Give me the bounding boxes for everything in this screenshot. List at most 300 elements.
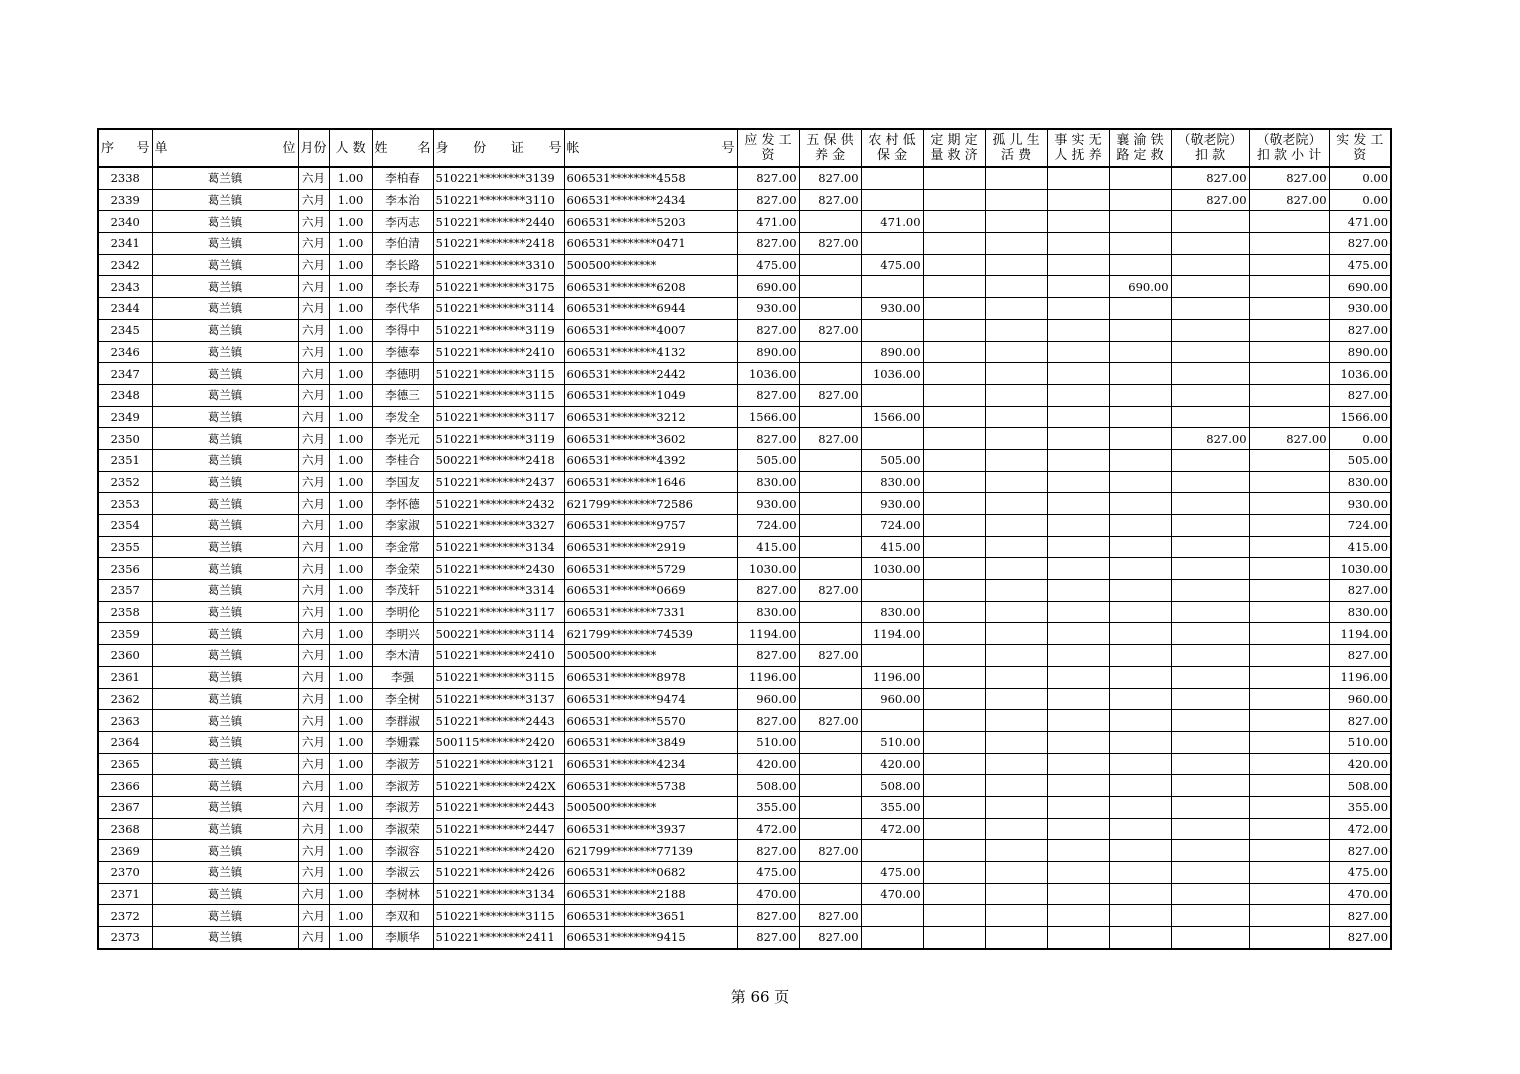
cell-jlykxj xyxy=(1249,710,1329,732)
cell-xiangyu xyxy=(1109,688,1171,710)
cell-seq: 2344 xyxy=(98,298,152,320)
cell-jlykxj xyxy=(1249,905,1329,927)
cell-name: 李明兴 xyxy=(372,623,433,645)
cell-count: 1.00 xyxy=(329,298,372,320)
cell-name: 李淑荣 xyxy=(372,818,433,840)
cell-actual: 420.00 xyxy=(1329,753,1391,775)
cell-xiangyu xyxy=(1109,298,1171,320)
cell-actual: 827.00 xyxy=(1329,319,1391,341)
cell-guer xyxy=(985,862,1047,884)
table-row xyxy=(98,710,1391,732)
cell-dibao: 420.00 xyxy=(861,753,923,775)
cell-shishi xyxy=(1047,753,1109,775)
cell-wubao: 827.00 xyxy=(799,319,861,341)
cell-payable: 472.00 xyxy=(737,818,799,840)
header-dingliang: 定 期 定 量 救 济 xyxy=(923,129,985,167)
cell-name: 李发全 xyxy=(372,406,433,428)
cell-payable: 1036.00 xyxy=(737,363,799,385)
cell-wubao xyxy=(799,623,861,645)
cell-name: 李淑芳 xyxy=(372,775,433,797)
cell-shishi xyxy=(1047,298,1109,320)
cell-xiangyu xyxy=(1109,905,1171,927)
cell-wubao xyxy=(799,731,861,753)
cell-wubao: 827.00 xyxy=(799,580,861,602)
cell-guer xyxy=(985,319,1047,341)
cell-jlyk xyxy=(1171,580,1249,602)
cell-shishi xyxy=(1047,601,1109,623)
cell-shishi xyxy=(1047,449,1109,471)
cell-dibao xyxy=(861,840,923,862)
cell-wubao xyxy=(799,276,861,298)
cell-actual: 475.00 xyxy=(1329,862,1391,884)
cell-shishi xyxy=(1047,363,1109,385)
table-row xyxy=(98,363,1391,385)
cell-jlykxj xyxy=(1249,862,1329,884)
cell-dingliang xyxy=(923,189,985,211)
cell-id: 510221********3134 xyxy=(433,883,564,905)
cell-shishi xyxy=(1047,775,1109,797)
cell-unit: 葛兰镇 xyxy=(152,493,298,515)
cell-jlyk xyxy=(1171,341,1249,363)
cell-jlykxj xyxy=(1249,471,1329,493)
cell-id: 510221********3117 xyxy=(433,601,564,623)
cell-unit: 葛兰镇 xyxy=(152,211,298,233)
cell-count: 1.00 xyxy=(329,233,372,255)
cell-dibao: 1566.00 xyxy=(861,406,923,428)
cell-jlykxj xyxy=(1249,753,1329,775)
cell-id: 510221********2432 xyxy=(433,493,564,515)
cell-count: 1.00 xyxy=(329,493,372,515)
cell-jlyk xyxy=(1171,775,1249,797)
table-row xyxy=(98,731,1391,753)
cell-actual: 830.00 xyxy=(1329,601,1391,623)
cell-name: 李淑芳 xyxy=(372,796,433,818)
cell-jlyk xyxy=(1171,818,1249,840)
cell-account: 606531********6208 xyxy=(564,276,737,298)
cell-payable: 1194.00 xyxy=(737,623,799,645)
cell-xiangyu xyxy=(1109,862,1171,884)
cell-wubao: 827.00 xyxy=(799,167,861,189)
cell-shishi xyxy=(1047,558,1109,580)
cell-account: 606531********3212 xyxy=(564,406,737,428)
cell-dibao: 475.00 xyxy=(861,254,923,276)
cell-dingliang xyxy=(923,601,985,623)
cell-xiangyu xyxy=(1109,384,1171,406)
cell-shishi xyxy=(1047,927,1109,949)
cell-dingliang xyxy=(923,233,985,255)
cell-guer xyxy=(985,840,1047,862)
cell-name: 李桂合 xyxy=(372,449,433,471)
table-row xyxy=(98,341,1391,363)
cell-account: 606531********3602 xyxy=(564,428,737,450)
cell-actual: 475.00 xyxy=(1329,254,1391,276)
cell-seq: 2345 xyxy=(98,319,152,341)
cell-count: 1.00 xyxy=(329,645,372,667)
cell-guer xyxy=(985,211,1047,233)
cell-payable: 475.00 xyxy=(737,254,799,276)
table-row xyxy=(98,818,1391,840)
cell-guer xyxy=(985,580,1047,602)
cell-id: 500115********2420 xyxy=(433,731,564,753)
cell-seq: 2348 xyxy=(98,384,152,406)
cell-actual: 508.00 xyxy=(1329,775,1391,797)
cell-name: 李长路 xyxy=(372,254,433,276)
cell-wubao xyxy=(799,601,861,623)
cell-name: 李明伦 xyxy=(372,601,433,623)
cell-actual: 827.00 xyxy=(1329,905,1391,927)
cell-dingliang xyxy=(923,319,985,341)
cell-actual: 415.00 xyxy=(1329,536,1391,558)
cell-guer xyxy=(985,883,1047,905)
cell-wubao xyxy=(799,536,861,558)
table-row xyxy=(98,601,1391,623)
cell-month: 六月 xyxy=(298,233,329,255)
cell-dibao xyxy=(861,428,923,450)
table-row xyxy=(98,449,1391,471)
cell-wubao xyxy=(799,406,861,428)
cell-id: 510221********242X xyxy=(433,775,564,797)
cell-dibao: 724.00 xyxy=(861,515,923,537)
cell-month: 六月 xyxy=(298,493,329,515)
cell-unit: 葛兰镇 xyxy=(152,927,298,949)
cell-jlykxj: 827.00 xyxy=(1249,189,1329,211)
cell-dingliang xyxy=(923,384,985,406)
cell-count: 1.00 xyxy=(329,883,372,905)
cell-month: 六月 xyxy=(298,276,329,298)
cell-jlykxj xyxy=(1249,515,1329,537)
cell-account: 606531********2434 xyxy=(564,189,737,211)
cell-actual: 505.00 xyxy=(1329,449,1391,471)
cell-count: 1.00 xyxy=(329,710,372,732)
cell-unit: 葛兰镇 xyxy=(152,276,298,298)
cell-seq: 2364 xyxy=(98,731,152,753)
cell-guer xyxy=(985,796,1047,818)
header-guer: 孤 儿 生 活 费 xyxy=(985,129,1047,167)
cell-id: 500221********3114 xyxy=(433,623,564,645)
cell-payable: 827.00 xyxy=(737,840,799,862)
cell-unit: 葛兰镇 xyxy=(152,623,298,645)
table-row xyxy=(98,406,1391,428)
cell-guer xyxy=(985,254,1047,276)
cell-wubao: 827.00 xyxy=(799,905,861,927)
cell-jlykxj xyxy=(1249,883,1329,905)
cell-jlykxj xyxy=(1249,623,1329,645)
cell-jlyk xyxy=(1171,319,1249,341)
cell-dibao: 1036.00 xyxy=(861,363,923,385)
cell-guer xyxy=(985,753,1047,775)
cell-actual: 827.00 xyxy=(1329,927,1391,949)
cell-seq: 2370 xyxy=(98,862,152,884)
cell-guer xyxy=(985,775,1047,797)
cell-account: 606531********2919 xyxy=(564,536,737,558)
cell-dibao xyxy=(861,319,923,341)
cell-payable: 415.00 xyxy=(737,536,799,558)
cell-xiangyu: 690.00 xyxy=(1109,276,1171,298)
cell-dingliang xyxy=(923,449,985,471)
cell-unit: 葛兰镇 xyxy=(152,233,298,255)
table-row xyxy=(98,840,1391,862)
cell-dibao: 355.00 xyxy=(861,796,923,818)
cell-id: 510221********2420 xyxy=(433,840,564,862)
cell-month: 六月 xyxy=(298,384,329,406)
table-row xyxy=(98,211,1391,233)
cell-shishi xyxy=(1047,666,1109,688)
table-row xyxy=(98,167,1391,189)
cell-dibao: 1030.00 xyxy=(861,558,923,580)
cell-name: 李长寿 xyxy=(372,276,433,298)
cell-month: 六月 xyxy=(298,515,329,537)
cell-guer xyxy=(985,558,1047,580)
cell-payable: 724.00 xyxy=(737,515,799,537)
cell-seq: 2359 xyxy=(98,623,152,645)
cell-jlyk xyxy=(1171,883,1249,905)
cell-jlykxj xyxy=(1249,601,1329,623)
cell-seq: 2339 xyxy=(98,189,152,211)
cell-dingliang xyxy=(923,428,985,450)
cell-account: 606531********4392 xyxy=(564,449,737,471)
cell-unit: 葛兰镇 xyxy=(152,710,298,732)
cell-actual: 827.00 xyxy=(1329,710,1391,732)
cell-payable: 510.00 xyxy=(737,731,799,753)
cell-month: 六月 xyxy=(298,688,329,710)
header-actual: 实 发 工 资 xyxy=(1329,129,1391,167)
cell-actual: 827.00 xyxy=(1329,580,1391,602)
cell-month: 六月 xyxy=(298,601,329,623)
cell-xiangyu xyxy=(1109,493,1171,515)
cell-month: 六月 xyxy=(298,471,329,493)
cell-dingliang xyxy=(923,862,985,884)
cell-count: 1.00 xyxy=(329,623,372,645)
cell-actual: 355.00 xyxy=(1329,796,1391,818)
cell-seq: 2358 xyxy=(98,601,152,623)
cell-account: 606531********6944 xyxy=(564,298,737,320)
cell-jlyk xyxy=(1171,493,1249,515)
cell-dibao: 1194.00 xyxy=(861,623,923,645)
cell-payable: 470.00 xyxy=(737,883,799,905)
cell-jlyk xyxy=(1171,601,1249,623)
cell-jlykxj xyxy=(1249,363,1329,385)
cell-actual: 1196.00 xyxy=(1329,666,1391,688)
table-row xyxy=(98,428,1391,450)
cell-shishi xyxy=(1047,731,1109,753)
cell-count: 1.00 xyxy=(329,580,372,602)
table-row xyxy=(98,493,1391,515)
cell-shishi xyxy=(1047,493,1109,515)
cell-name: 李双和 xyxy=(372,905,433,927)
cell-account: 606531********4007 xyxy=(564,319,737,341)
cell-unit: 葛兰镇 xyxy=(152,536,298,558)
cell-guer xyxy=(985,167,1047,189)
cell-dingliang xyxy=(923,493,985,515)
cell-shishi xyxy=(1047,515,1109,537)
cell-shishi xyxy=(1047,341,1109,363)
cell-account: 606531********1646 xyxy=(564,471,737,493)
cell-name: 李国友 xyxy=(372,471,433,493)
cell-jlyk xyxy=(1171,276,1249,298)
cell-seq: 2341 xyxy=(98,233,152,255)
cell-xiangyu xyxy=(1109,666,1171,688)
cell-id: 510221********3314 xyxy=(433,580,564,602)
cell-jlyk xyxy=(1171,688,1249,710)
cell-jlyk xyxy=(1171,753,1249,775)
cell-xiangyu xyxy=(1109,645,1171,667)
cell-seq: 2347 xyxy=(98,363,152,385)
cell-wubao xyxy=(799,818,861,840)
cell-name: 李代华 xyxy=(372,298,433,320)
header-dibao: 农 村 低 保 金 xyxy=(861,129,923,167)
cell-actual: 724.00 xyxy=(1329,515,1391,537)
cell-account: 621799********77139 xyxy=(564,840,737,862)
cell-xiangyu xyxy=(1109,818,1171,840)
cell-guer xyxy=(985,471,1047,493)
cell-month: 六月 xyxy=(298,428,329,450)
cell-payable: 930.00 xyxy=(737,493,799,515)
cell-unit: 葛兰镇 xyxy=(152,840,298,862)
cell-count: 1.00 xyxy=(329,666,372,688)
cell-month: 六月 xyxy=(298,167,329,189)
cell-id: 510221********3119 xyxy=(433,319,564,341)
cell-wubao: 827.00 xyxy=(799,384,861,406)
cell-count: 1.00 xyxy=(329,753,372,775)
cell-actual: 1036.00 xyxy=(1329,363,1391,385)
header-row xyxy=(98,129,1391,167)
cell-jlykxj xyxy=(1249,688,1329,710)
table-row xyxy=(98,189,1391,211)
cell-dibao: 890.00 xyxy=(861,341,923,363)
cell-xiangyu xyxy=(1109,753,1171,775)
cell-name: 李丙志 xyxy=(372,211,433,233)
cell-jlyk xyxy=(1171,927,1249,949)
cell-count: 1.00 xyxy=(329,840,372,862)
table-row xyxy=(98,384,1391,406)
cell-dingliang xyxy=(923,363,985,385)
cell-jlyk xyxy=(1171,211,1249,233)
cell-seq: 2338 xyxy=(98,167,152,189)
cell-jlyk xyxy=(1171,862,1249,884)
table-row xyxy=(98,276,1391,298)
cell-month: 六月 xyxy=(298,775,329,797)
cell-dibao: 508.00 xyxy=(861,775,923,797)
cell-wubao xyxy=(799,753,861,775)
cell-jlykxj xyxy=(1249,449,1329,471)
cell-month: 六月 xyxy=(298,363,329,385)
cell-payable: 830.00 xyxy=(737,601,799,623)
cell-id: 510221********2447 xyxy=(433,818,564,840)
header-seq: 序 号 xyxy=(98,129,152,167)
cell-account: 606531********5570 xyxy=(564,710,737,732)
cell-payable: 827.00 xyxy=(737,710,799,732)
cell-actual: 471.00 xyxy=(1329,211,1391,233)
cell-dingliang xyxy=(923,905,985,927)
cell-unit: 葛兰镇 xyxy=(152,515,298,537)
cell-jlykxj xyxy=(1249,558,1329,580)
cell-actual: 690.00 xyxy=(1329,276,1391,298)
cell-unit: 葛兰镇 xyxy=(152,298,298,320)
cell-guer xyxy=(985,428,1047,450)
header-xiangyu: 襄 渝 铁 路 定 救 xyxy=(1109,129,1171,167)
cell-dingliang xyxy=(923,536,985,558)
table-row xyxy=(98,471,1391,493)
cell-name: 李全树 xyxy=(372,688,433,710)
cell-payable: 890.00 xyxy=(737,341,799,363)
cell-xiangyu xyxy=(1109,406,1171,428)
cell-count: 1.00 xyxy=(329,406,372,428)
cell-payable: 827.00 xyxy=(737,384,799,406)
cell-name: 李强 xyxy=(372,666,433,688)
cell-jlykxj xyxy=(1249,276,1329,298)
cell-payable: 1196.00 xyxy=(737,666,799,688)
cell-guer xyxy=(985,384,1047,406)
cell-id: 510221********2430 xyxy=(433,558,564,580)
cell-seq: 2346 xyxy=(98,341,152,363)
cell-month: 六月 xyxy=(298,862,329,884)
cell-xiangyu xyxy=(1109,558,1171,580)
cell-shishi xyxy=(1047,623,1109,645)
cell-month: 六月 xyxy=(298,341,329,363)
cell-wubao xyxy=(799,471,861,493)
cell-unit: 葛兰镇 xyxy=(152,883,298,905)
cell-seq: 2354 xyxy=(98,515,152,537)
table-row xyxy=(98,862,1391,884)
cell-unit: 葛兰镇 xyxy=(152,818,298,840)
cell-dingliang xyxy=(923,254,985,276)
cell-id: 510221********2418 xyxy=(433,233,564,255)
cell-guer xyxy=(985,623,1047,645)
cell-wubao xyxy=(799,796,861,818)
cell-guer xyxy=(985,515,1047,537)
cell-payable: 1566.00 xyxy=(737,406,799,428)
cell-actual: 827.00 xyxy=(1329,384,1391,406)
cell-count: 1.00 xyxy=(329,515,372,537)
cell-wubao xyxy=(799,515,861,537)
cell-id: 510221********3114 xyxy=(433,298,564,320)
cell-shishi xyxy=(1047,796,1109,818)
cell-account: 621799********74539 xyxy=(564,623,737,645)
cell-unit: 葛兰镇 xyxy=(152,905,298,927)
cell-seq: 2362 xyxy=(98,688,152,710)
cell-payable: 471.00 xyxy=(737,211,799,233)
cell-dingliang xyxy=(923,927,985,949)
cell-payable: 930.00 xyxy=(737,298,799,320)
cell-dibao: 505.00 xyxy=(861,449,923,471)
cell-jlyk xyxy=(1171,840,1249,862)
cell-seq: 2340 xyxy=(98,211,152,233)
cell-account: 606531********5203 xyxy=(564,211,737,233)
cell-payable: 827.00 xyxy=(737,189,799,211)
cell-count: 1.00 xyxy=(329,862,372,884)
cell-seq: 2368 xyxy=(98,818,152,840)
cell-guer xyxy=(985,666,1047,688)
cell-id: 510221********3110 xyxy=(433,189,564,211)
cell-dingliang xyxy=(923,710,985,732)
cell-guer xyxy=(985,363,1047,385)
cell-jlyk xyxy=(1171,905,1249,927)
cell-dingliang xyxy=(923,840,985,862)
table-row xyxy=(98,666,1391,688)
cell-name: 李木清 xyxy=(372,645,433,667)
cell-unit: 葛兰镇 xyxy=(152,406,298,428)
cell-seq: 2356 xyxy=(98,558,152,580)
cell-id: 510221********2411 xyxy=(433,927,564,949)
cell-guer xyxy=(985,536,1047,558)
table-row xyxy=(98,515,1391,537)
cell-dingliang xyxy=(923,666,985,688)
cell-dingliang xyxy=(923,883,985,905)
cell-guer xyxy=(985,710,1047,732)
cell-jlyk xyxy=(1171,298,1249,320)
cell-shishi xyxy=(1047,233,1109,255)
cell-wubao xyxy=(799,363,861,385)
